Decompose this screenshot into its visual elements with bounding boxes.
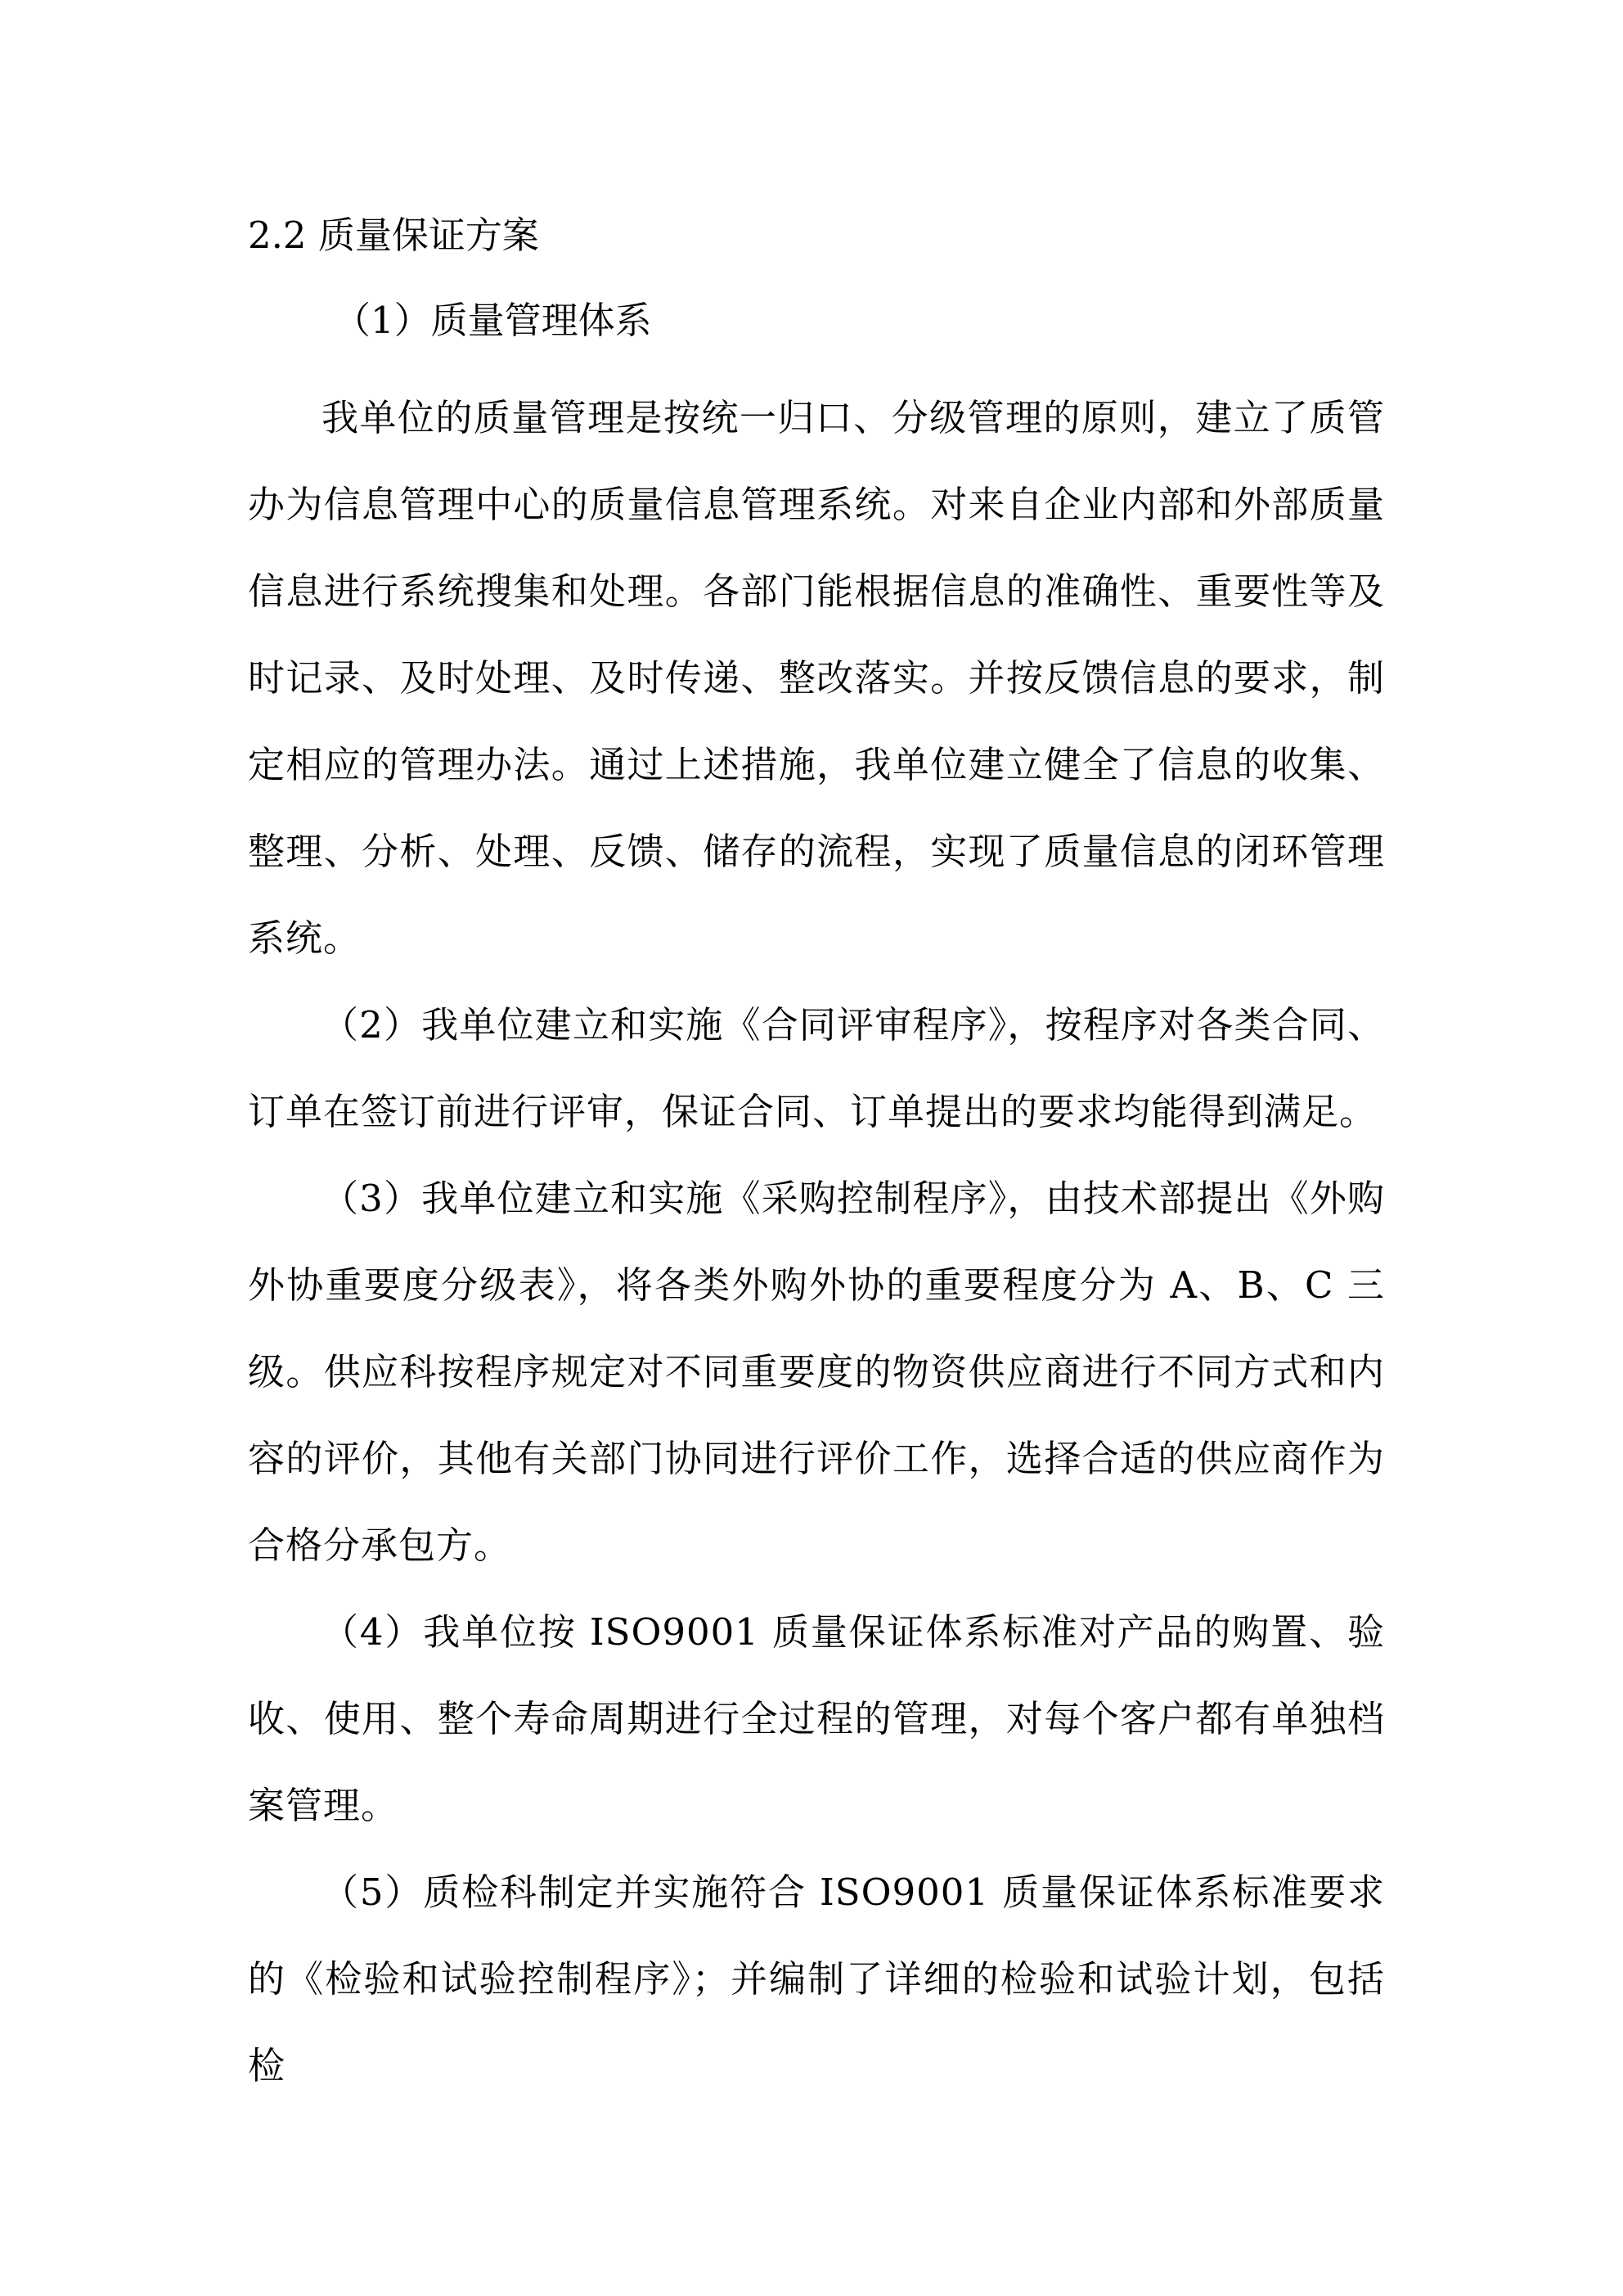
paragraph-quality-info-system: 我单位的质量管理是按统一归口、分级管理的原则，建立了质管办为信息管理中心的质量信息管理系统。对来自企业内部和外部质量信息进行系统搜集和处理。各部门能根据信息的准确性、重要性等及时记录、及时处理、及时传递、整改落实。并按反馈信息的要求，制定相应的管理办法。通过上述措施，我单位建立健全了信息的收集、整理、分析、处理、反馈、储存的流程，实现了质量信息的闭环管理系统。 <box>248 396 1385 960</box>
paragraph-procurement-control: （3）我单位建立和实施《采购控制程序》，由技术部提出《外购外协重要度分级表》，将各类外购外协的重要程度分为 A、B、C 三级。供应科按程序规定对不同重要度的物资供应商进行不同方式和内容的评价，其他有关部门协同进行评价工作，选择合适的供应商作为合格分承包方。 <box>248 1177 1385 1567</box>
paragraph-iso9001-lifecycle: （4）我单位按 ISO9001 质量保证体系标准对产品的购置、验收、使用、整个寿命周期进行全过程的管理，对每个客户都有单独档案管理。 <box>248 1610 1385 1827</box>
section-heading: 2.2 质量保证方案 <box>248 214 539 257</box>
subsection-heading: （1）质量管理体系 <box>334 299 652 342</box>
document-page <box>248 205 1385 2109</box>
paragraph-inspection-testing: （5）质检科制定并实施符合 ISO9001 质量保证体系标准要求的《检验和试验控制程序》；并编制了详细的检验和试验计划，包括检 <box>248 1871 1385 2087</box>
paragraph-contract-review: （2）我单位建立和实施《合同评审程序》，按程序对各类合同、订单在签订前进行评审，保证合同、订单提出的要求均能得到满足。 <box>248 1003 1385 1133</box>
